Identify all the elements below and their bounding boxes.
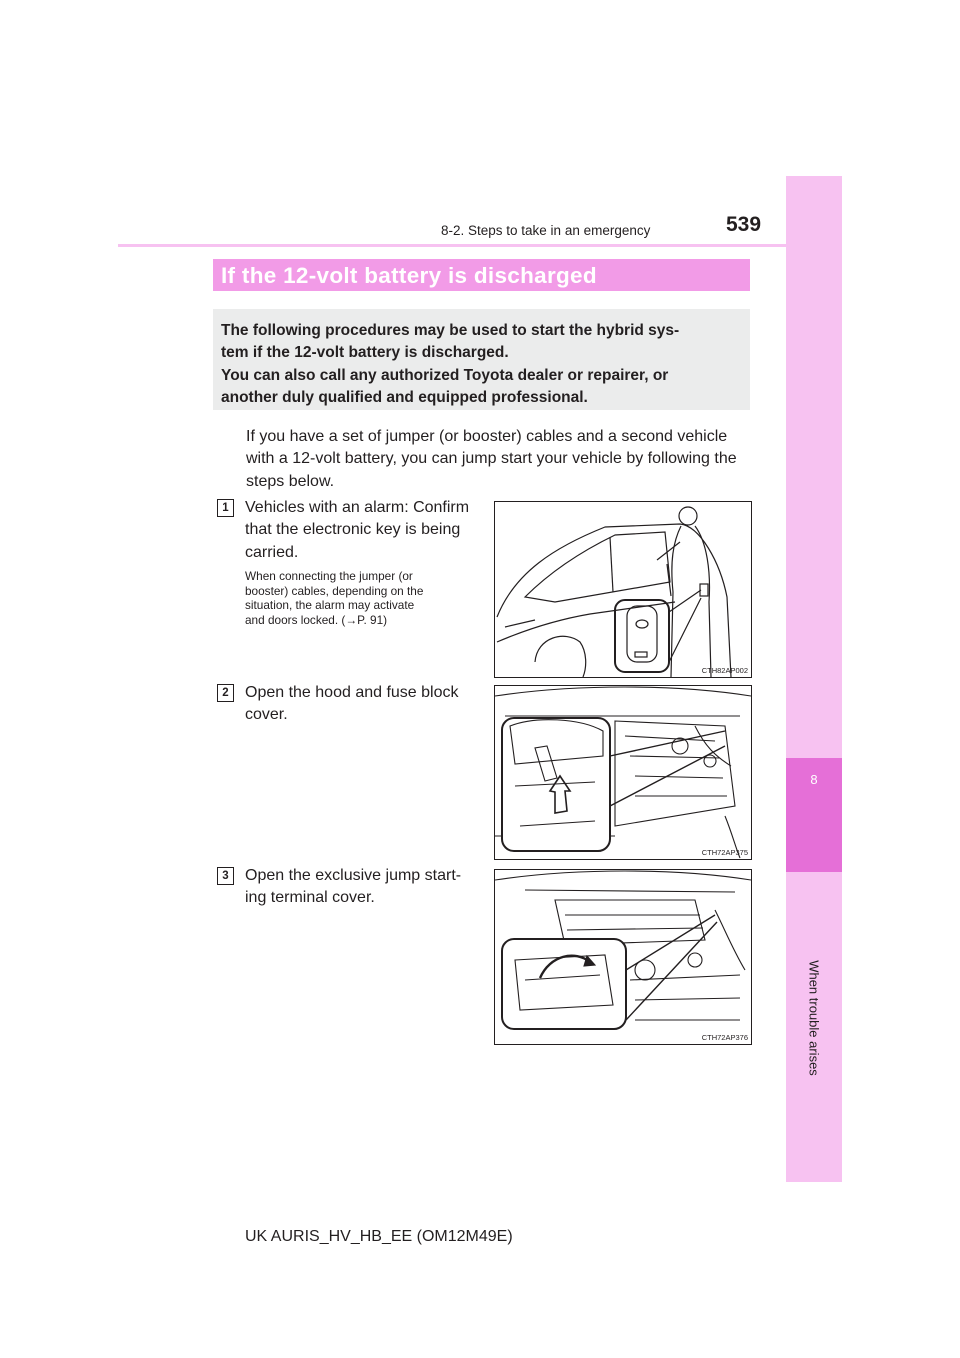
figure-code-1: CTH82AP002: [701, 666, 748, 675]
figure-electronic-key: [494, 501, 752, 678]
page-number: 539: [726, 213, 762, 236]
step-1-note: When connecting the jumper (or booster) cables, depending on the situation, the alarm may activate and doors locked. (→P. 91): [245, 569, 424, 627]
footer-manual-code: UK AURIS_HV_HB_EE (OM12M49E): [245, 1228, 513, 1245]
intro-text: The following procedures may be used to start the hybrid sys- tem if the 12-volt battery is discharged. You can also call any authorized Toyota dealer or repairer, or another duly qualified and equipped professional.: [221, 322, 680, 406]
step-number-1: 1: [217, 499, 234, 517]
figure-hood-fuse-cover: [494, 685, 752, 860]
figure-code-2: CTH72AP375: [701, 848, 748, 857]
step-number-3: 3: [217, 867, 234, 885]
engine-bay-illustration-1: [495, 686, 751, 859]
header-rule: [118, 244, 786, 247]
car-key-illustration: [495, 502, 751, 677]
section-title: 8-2. Steps to take in an emergency: [441, 223, 651, 238]
body-paragraph: If you have a set of jumper (or booster) cables and a second vehicle with a 12-volt battery, you can jump start your vehicle by following the steps below.: [246, 428, 737, 490]
chapter-number: 8: [810, 772, 818, 787]
step-3-text: Open the exclusive jump start- ing terminal cover.: [245, 867, 462, 907]
figure-code-3: CTH72AP376: [701, 1033, 748, 1042]
page-heading: If the 12-volt battery is discharged: [221, 263, 597, 288]
step-2-text: Open the hood and fuse block cover.: [245, 684, 459, 724]
chapter-title: When trouble arises: [806, 960, 822, 1076]
engine-bay-illustration-2: [495, 870, 751, 1044]
step-number-2: 2: [217, 684, 234, 702]
step-1-text: Vehicles with an alarm: Confirm that the electronic key is being carried.: [245, 499, 470, 561]
figure-jump-terminal-cover: [494, 869, 752, 1045]
